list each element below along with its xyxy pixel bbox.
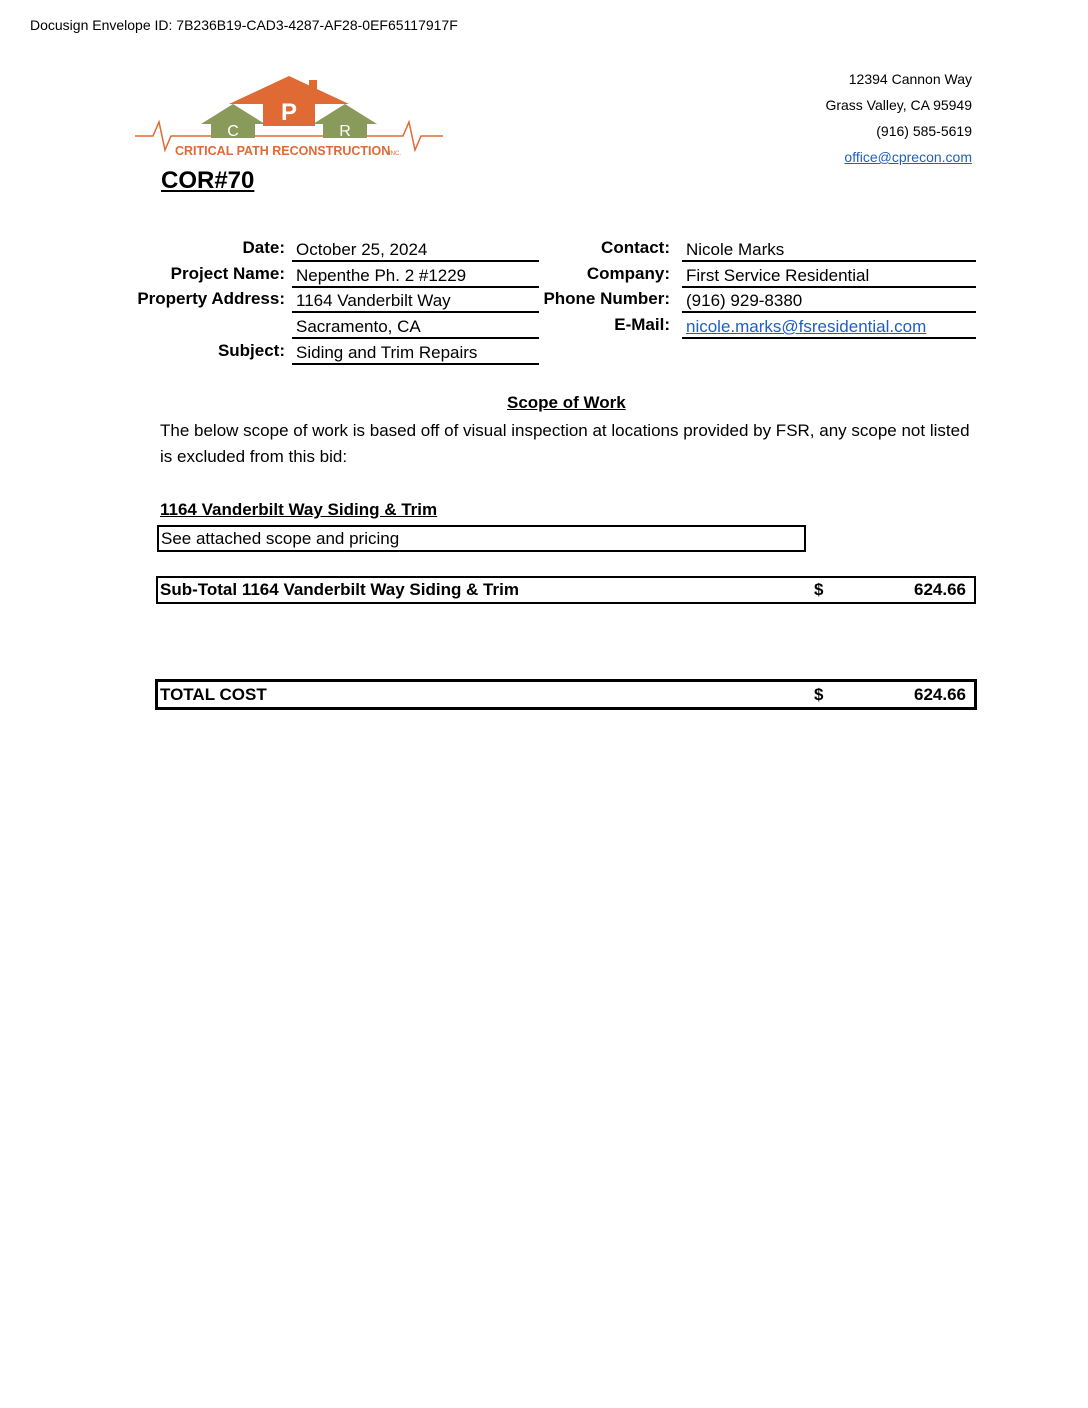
total-amount: 624.66 — [914, 685, 966, 704]
project-name-label: Project Name: — [170, 264, 285, 283]
section-item-row — [157, 525, 806, 552]
project-name-value: Nepenthe Ph. 2 #1229 — [292, 264, 539, 288]
total-row — [155, 679, 977, 710]
property-address-line1: 1164 Vanderbilt Way — [292, 289, 539, 313]
contact-email-link[interactable]: nicole.marks@fsresidential.com — [682, 315, 976, 339]
subtotal-label: Sub-Total 1164 Vanderbilt Way Siding & Trim — [160, 580, 519, 599]
section-title: 1164 Vanderbilt Way Siding & Trim — [160, 500, 438, 519]
phone-number-value: (916) 929-8380 — [682, 289, 976, 313]
logo-letter-r: R — [339, 123, 351, 140]
company-phone: (916) 585-5619 — [876, 123, 972, 139]
subject-label: Subject: — [217, 341, 285, 360]
subtotal-currency: $ — [814, 580, 824, 599]
scope-paragraph: The below scope of work is based off of visual inspection at locations provided by FSR, any scope not listed is excluded from this bid: — [160, 421, 970, 466]
date-value: October 25, 2024 — [292, 238, 539, 262]
email-label: E-Mail: — [614, 315, 670, 334]
total-currency: $ — [814, 685, 824, 704]
date-label: Date: — [242, 238, 285, 257]
logo-company-name: CRITICAL PATH RECONSTRUCTION — [175, 144, 391, 158]
logo-letter-c: C — [227, 123, 239, 140]
subject-value: Siding and Trim Repairs — [292, 341, 539, 365]
company-value: First Service Residential — [682, 264, 976, 288]
envelope-id: Docusign Envelope ID: 7B236B19-CAD3-4287-AF28-0EF65117917F — [30, 17, 458, 33]
subtotal-row — [156, 576, 976, 604]
section-item-text: See attached scope and pricing — [161, 529, 400, 548]
contact-label: Contact: — [601, 238, 670, 257]
company-label: Company: — [586, 264, 670, 283]
property-address-label: Property Address: — [137, 289, 285, 308]
company-address-line1: 12394 Cannon Way — [848, 71, 972, 87]
subtotal-amount: 624.66 — [914, 580, 966, 599]
logo-company-suffix: INC. — [389, 151, 401, 157]
logo-letter-p: P — [280, 99, 298, 126]
total-label: TOTAL COST — [160, 685, 267, 704]
document-number: COR#70 — [161, 167, 255, 194]
company-logo — [133, 74, 445, 164]
scope-heading: Scope of Work — [507, 393, 626, 412]
property-address-line2: Sacramento, CA — [292, 315, 539, 339]
phone-number-label: Phone Number: — [543, 289, 670, 308]
company-address-line2: Grass Valley, CA 95949 — [825, 97, 972, 113]
company-email-link[interactable]: office@cprecon.com — [844, 149, 972, 165]
contact-value: Nicole Marks — [682, 238, 976, 262]
